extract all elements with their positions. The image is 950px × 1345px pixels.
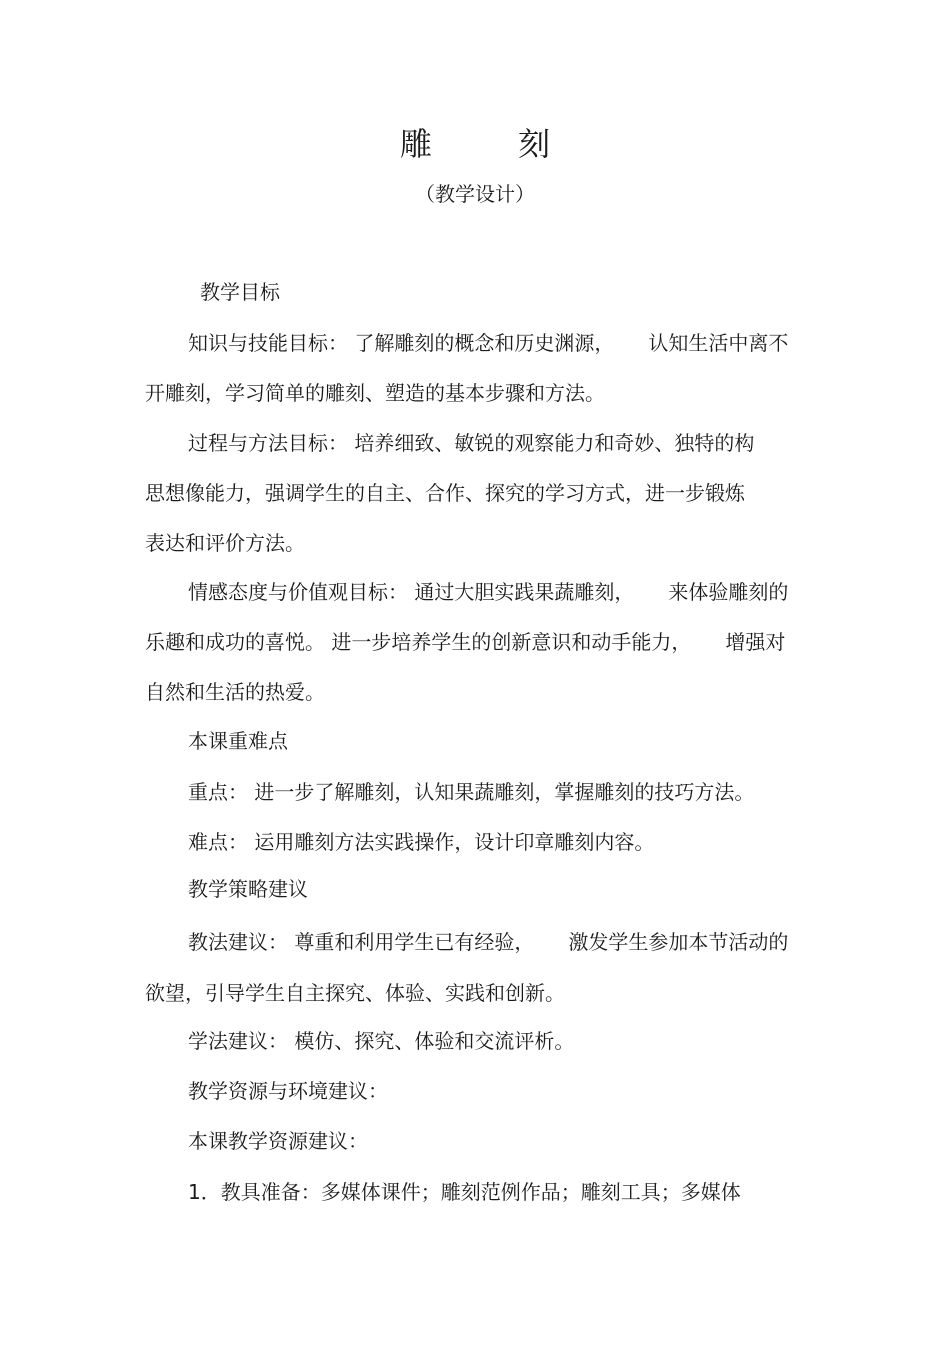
emotion-goal-text-a: 情感态度与价值观目标： 通过大胆实践果蔬雕刻， [188, 580, 635, 604]
page-title: 雕 刻 [399, 125, 589, 163]
emotion-goal-text-d: 增强对 [725, 630, 786, 654]
process-goal-line-1: 过程与方法目标： 培养细致、敏锐的观察能力和奇妙、独特的构 [188, 431, 755, 455]
learning-method: 学法建议： 模仿、探究、体验和交流评析。 [188, 1029, 575, 1053]
resource-heading: 教学资源与环境建议： [188, 1079, 388, 1103]
emotion-goal-line-2 [145, 626, 785, 658]
knowledge-goal-line-2: 开雕刻，学习简单的雕刻、塑造的基本步骤和方法。 [145, 381, 605, 405]
knowledge-goal-text-b: 认知生活中离不 [648, 331, 789, 355]
goals-heading: 教学目标 [200, 280, 280, 304]
resource-item-1: 1．教具准备：多媒体课件；雕刻范例作品；雕刻工具；多媒体 [188, 1180, 741, 1204]
emotion-goal-text-b: 来体验雕刻的 [668, 580, 789, 604]
emotion-goal-line-3: 自然和生活的热爱。 [145, 680, 325, 704]
knowledge-goal-text-a: 知识与技能目标： 了解雕刻的概念和历史渊源， [188, 331, 615, 355]
difficulty-heading: 本课重难点 [188, 729, 288, 753]
process-goal-line-3: 表达和评价方法。 [145, 531, 305, 555]
teaching-method-text-b: 激发学生参加本节活动的 [568, 930, 789, 954]
emotion-goal-text-c: 乐趣和成功的喜悦。 进一步培养学生的创新意识和动手能力， [145, 630, 692, 654]
teaching-method-line-1 [188, 926, 788, 958]
teaching-method-line-2: 欲望，引导学生自主探究、体验、实践和创新。 [145, 981, 565, 1005]
key-point: 重点： 进一步了解雕刻，认知果蔬雕刻，掌握雕刻的技巧方法。 [188, 780, 755, 804]
knowledge-goal-line-1 [188, 327, 788, 359]
resource-subheading: 本课教学资源建议： [188, 1129, 368, 1153]
emotion-goal-line-1 [188, 576, 788, 608]
hard-point: 难点： 运用雕刻方法实践操作，设计印章雕刻内容。 [188, 830, 655, 854]
strategy-heading: 教学策略建议 [188, 877, 308, 901]
teaching-method-text-a: 教法建议： 尊重和利用学生已有经验， [188, 930, 535, 954]
page-subtitle: （教学设计） [415, 182, 535, 206]
process-goal-line-2: 思想像能力，强调学生的自主、合作、探究的学习方式，进一步锻炼 [145, 481, 745, 505]
